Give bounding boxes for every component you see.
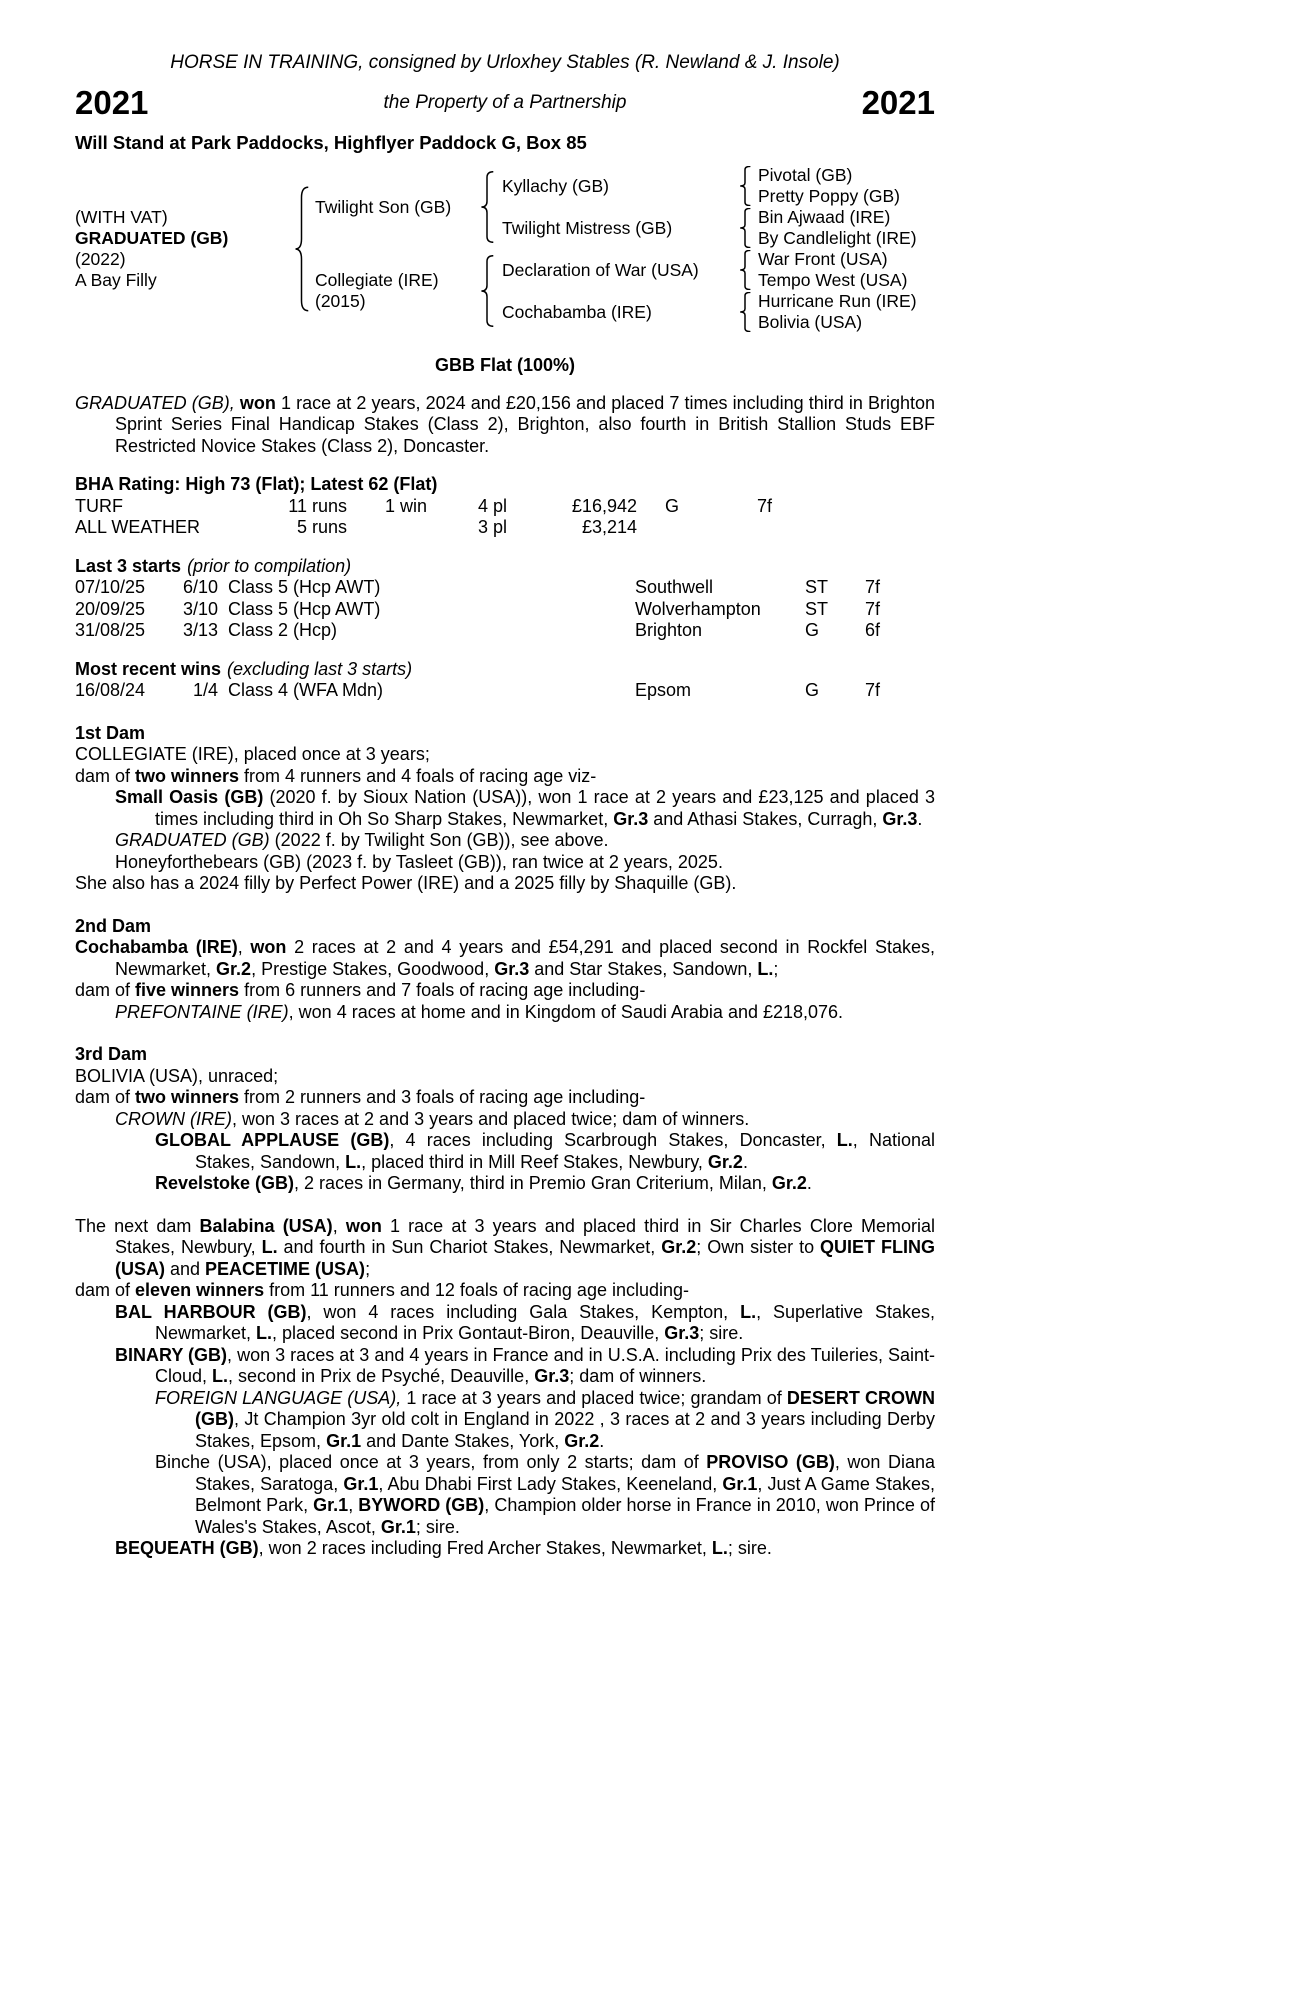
bha-table-cell: TURF bbox=[75, 495, 123, 516]
pedigree-paragraph: GRADUATED (GB) (2022 f. by Twilight Son (GB)), see above. bbox=[115, 830, 609, 850]
dam-sections bbox=[75, 723, 935, 1560]
start-row-cell: Wolverhampton bbox=[635, 598, 761, 619]
recent-wins-heading bbox=[75, 659, 935, 681]
dam-name: Collegiate (IRE) bbox=[315, 270, 439, 290]
gbb-scheme-line: GBB Flat (100%) bbox=[434, 355, 576, 375]
vat-note: (WITH VAT) bbox=[75, 207, 168, 227]
pedigree-paragraph: BINARY (GB), won 3 races at 3 and 4 years in France and in U.S.A. including Prix des Tuileries, Saint-Cloud, L., second in Prix de Psyché, Deauville, Gr.3; dam of winners. bbox=[115, 1344, 936, 1386]
pedigree-paragraph: dam of two winners from 2 runners and 3 foals of racing age including- bbox=[75, 1087, 646, 1107]
bha-table-cell: 1 win bbox=[384, 495, 427, 516]
win-row-cell: Epsom bbox=[635, 680, 692, 700]
dam-section-heading: 2nd Dam bbox=[75, 915, 152, 936]
start-row-cell: 3/10 bbox=[182, 598, 218, 619]
pedigree-paragraph: COLLEGIATE (IRE), placed once at 3 years; bbox=[75, 744, 430, 764]
sire-sire-dam-name: Pretty Poppy (GB) bbox=[758, 186, 900, 206]
start-row-cell: 6f bbox=[865, 620, 881, 640]
pedigree-paragraph: BAL HARBOUR (GB), won 4 races including Gala Stakes, Kempton, L., Superlative Stakes, Newmarket, L., placed second in Prix Gontaut-Biron, Deauville, Gr.3; sire. bbox=[115, 1301, 936, 1343]
recent-wins-subtitle: (excluding last 3 starts) bbox=[227, 658, 413, 679]
pedigree-brace-icon bbox=[287, 165, 315, 333]
last-starts-table bbox=[75, 577, 935, 642]
bha-record-table bbox=[75, 496, 935, 539]
pedigree-paragraph: FOREIGN LANGUAGE (USA), 1 race at 3 years and placed twice; grandam of DESERT CROWN (GB), Jt Champion 3yr old colt in England in 2022 , 3 races at 2 and 3 years including Derby Stakes, Epsom, Gr.1 and Dante Stakes, York, Gr.2. bbox=[155, 1387, 935, 1451]
win-row-cell: 1/4 bbox=[192, 680, 218, 700]
last-starts-heading bbox=[75, 556, 935, 578]
recent-wins-title: Most recent wins bbox=[75, 658, 222, 679]
last-starts-subtitle: (prior to compilation) bbox=[187, 555, 352, 576]
pedigree-paragraph: She also has a 2024 filly by Perfect Power (IRE) and a 2025 filly by Shaquille (GB). bbox=[75, 873, 737, 893]
race-record-summary: GRADUATED (GB), won 1 race at 2 years, 2024 and £20,156 and placed 7 times including third in Brighton Sprint Series Final Handicap Stakes (Class 2), Brighton, also fourth in British Stallion Studs EBF Restricted Novice Stakes (Class 2), Doncaster. bbox=[75, 392, 936, 456]
pedigree-brace-icon bbox=[732, 165, 758, 207]
start-row-cell: Class 5 (Hcp AWT) bbox=[228, 577, 381, 597]
lot-number-right: 2021 bbox=[861, 83, 935, 121]
pedigree-paragraph: PREFONTAINE (IRE), won 4 races at home and in Kingdom of Saudi Arabia and £218,076. bbox=[115, 1001, 844, 1022]
dam-section bbox=[75, 723, 935, 895]
pedigree-subject bbox=[75, 165, 287, 333]
bha-table-cell: £16,942 bbox=[571, 495, 637, 516]
last-starts-title: Last 3 starts bbox=[75, 555, 182, 576]
pedigree-brace-icon bbox=[472, 249, 502, 333]
sire-dam-sire-name: Bin Ajwaad (IRE) bbox=[758, 207, 891, 227]
property-line: the Property of a Partnership bbox=[383, 91, 627, 113]
dam-name-block bbox=[315, 249, 472, 333]
pedigree-paragraph: Small Oasis (GB) (2020 f. by Sioux Nation (USA)), won 1 race at 2 years and £23,125 and placed 3 times including third in Oh So Sharp Stakes, Newmarket, Gr.3 and Athasi Stakes, Curragh, Gr.3. bbox=[115, 787, 935, 829]
horse-name: GRADUATED (GB) bbox=[75, 228, 229, 248]
start-row-cell: Class 5 (Hcp AWT) bbox=[228, 598, 381, 619]
pedigree-brace-icon bbox=[732, 207, 758, 249]
bha-rating-block bbox=[75, 474, 935, 539]
start-row-cell: 7f bbox=[865, 598, 881, 619]
horse-description: A Bay Filly bbox=[75, 270, 157, 290]
bha-table-cell: 3 pl bbox=[477, 517, 507, 537]
start-row-cell: Southwell bbox=[635, 577, 714, 597]
bha-table-cell: ALL WEATHER bbox=[75, 517, 201, 537]
bha-table-cell: G bbox=[665, 495, 680, 516]
stand-location-line: Will Stand at Park Paddocks, Highflyer Paddock G, Box 85 bbox=[75, 131, 587, 153]
dam-dam-name: Cochabamba (IRE) bbox=[502, 301, 652, 322]
bha-table-cell: 11 runs bbox=[288, 495, 347, 516]
pedigree-paragraph: BEQUEATH (GB), won 2 races including Fred Archer Stakes, Newmarket, L.; sire. bbox=[115, 1538, 772, 1558]
bha-table-cell: 4 pl bbox=[477, 495, 507, 516]
dam-section bbox=[75, 1044, 935, 1195]
pedigree-paragraph: Honeyforthebears (GB) (2023 f. by Tasleet (GB)), ran twice at 2 years, 2025. bbox=[115, 851, 723, 872]
bha-table-cell: £3,214 bbox=[581, 517, 637, 537]
bha-table-cell: 5 runs bbox=[296, 517, 347, 537]
dam-section-heading: 3rd Dam bbox=[75, 1044, 148, 1064]
bha-table-cell bbox=[637, 517, 757, 539]
sire-dam-dam-name: By Candlelight (IRE) bbox=[758, 228, 917, 248]
sire-name: Twilight Son (GB) bbox=[315, 196, 452, 217]
lot-number-row bbox=[75, 82, 935, 124]
start-row-cell: Class 2 (Hcp) bbox=[228, 620, 338, 640]
catalogue-page bbox=[75, 0, 935, 1560]
pedigree-table bbox=[75, 165, 935, 333]
pedigree-paragraph: Binche (USA), placed once at 3 years, from only 2 starts; dam of PROVISO (GB), won Diana Stakes, Saratoga, Gr.1, Abu Dhabi First Lady Stakes, Keeneland, Gr.1, Just A Game Stakes, Belmont Park, Gr.1, BYWORD (GB), Champion older horse in France in 2010, won Prince of Wales's Stakes, Ascot, Gr.1; sire. bbox=[155, 1452, 936, 1537]
consignor-line: HORSE IN TRAINING, consigned by Urloxhey Stables (R. Newland & J. Insole) bbox=[170, 52, 840, 73]
pedigree-paragraph: dam of two winners from 4 runners and 4 foals of racing age viz- bbox=[75, 765, 597, 786]
start-row-cell: ST bbox=[805, 598, 829, 619]
start-row-cell: 7f bbox=[865, 577, 881, 597]
bha-table-cell bbox=[347, 517, 427, 539]
pedigree-paragraph: dam of eleven winners from 11 runners and 12 foals of racing age including- bbox=[75, 1280, 690, 1300]
start-row-cell: G bbox=[805, 620, 820, 640]
pedigree-paragraph: GLOBAL APPLAUSE (GB), 4 races including Scarbrough Stakes, Doncaster, L., National Stakes, Sandown, L., placed third in Mill Reef Stakes, Newbury, Gr.2. bbox=[155, 1130, 935, 1172]
pedigree-paragraph: Revelstoke (GB), 2 races in Germany, third in Premio Gran Criterium, Milan, Gr.2. bbox=[155, 1173, 812, 1193]
dam-sire-sire-name: War Front (USA) bbox=[758, 249, 888, 269]
bha-table-cell bbox=[757, 517, 935, 539]
win-row-cell: 7f bbox=[865, 680, 881, 700]
start-row-cell: 6/10 bbox=[182, 577, 218, 597]
sire-dam-name: Twilight Mistress (GB) bbox=[502, 217, 673, 238]
start-row-cell: 3/13 bbox=[182, 620, 218, 640]
dam-foaled-year: (2015) bbox=[315, 291, 366, 311]
win-row-cell: Class 4 (WFA Mdn) bbox=[228, 680, 384, 700]
pedigree-brace-icon bbox=[472, 165, 502, 249]
pedigree-brace-icon bbox=[732, 249, 758, 291]
start-row-cell: Brighton bbox=[635, 620, 703, 640]
win-row-cell: G bbox=[805, 680, 820, 700]
horse-foaled-year: (2022) bbox=[75, 249, 126, 269]
start-row-cell: ST bbox=[805, 577, 829, 597]
pedigree-paragraph: CROWN (IRE), won 3 races at 2 and 3 years and placed twice; dam of winners. bbox=[115, 1108, 750, 1129]
pedigree-paragraph: dam of five winners from 6 runners and 7 foals of racing age including- bbox=[75, 980, 646, 1000]
dam-section bbox=[75, 916, 935, 1024]
pedigree-paragraph: BOLIVIA (USA), unraced; bbox=[75, 1065, 279, 1086]
pedigree-brace-icon bbox=[732, 291, 758, 333]
dam-dam-sire-name: Hurricane Run (IRE) bbox=[758, 291, 917, 311]
start-row-cell: 20/09/25 bbox=[75, 598, 146, 619]
dam-sire-name: Declaration of War (USA) bbox=[502, 259, 699, 280]
pedigree-paragraph: Cochabamba (IRE), won 2 races at 2 and 4 years and £54,291 and placed second in Rockfel Stakes, Newmarket, Gr.2, Prestige Stakes, Goodwood, Gr.3 and Star Stakes, Sandown, L.; bbox=[75, 937, 935, 979]
dam-section-heading: 1st Dam bbox=[75, 722, 146, 743]
dam-sire-dam-name: Tempo West (USA) bbox=[758, 270, 908, 290]
bha-table-cell: 7f bbox=[757, 495, 773, 516]
recent-wins-table bbox=[75, 680, 935, 702]
start-row-cell: 31/08/25 bbox=[75, 620, 146, 640]
dam-dam-dam-name: Bolivia (USA) bbox=[758, 312, 863, 332]
bha-rating-heading: BHA Rating: High 73 (Flat); Latest 62 (Flat) bbox=[75, 474, 438, 494]
lot-number-left: 2021 bbox=[75, 83, 149, 121]
pedigree-paragraph: The next dam Balabina (USA), won 1 race at 3 years and placed third in Sir Charles Clore Memorial Stakes, Newbury, L. and fourth in Sun Chariot Stakes, Newmarket, Gr.2; Own sister to QUIET FLING (USA) and PEACETIME (USA); bbox=[75, 1215, 935, 1279]
win-row-cell: 16/08/24 bbox=[75, 680, 146, 700]
sire-sire-sire-name: Pivotal (GB) bbox=[758, 165, 853, 185]
sire-sire-name: Kyllachy (GB) bbox=[502, 175, 609, 196]
dam-section bbox=[75, 1216, 935, 1560]
start-row-cell: 07/10/25 bbox=[75, 577, 146, 597]
